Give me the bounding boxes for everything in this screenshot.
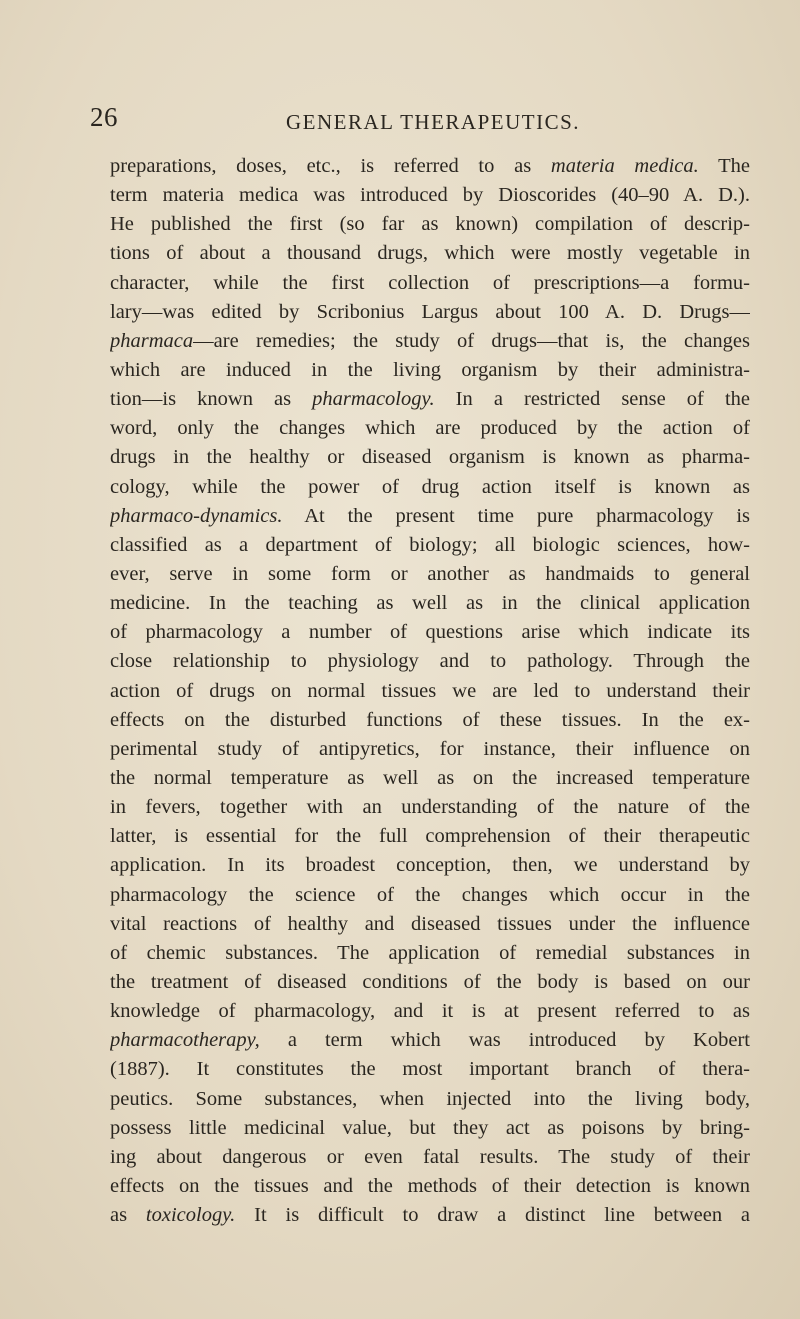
text-segment: classified as a department of biology; all biologic sciences, how- — [110, 533, 750, 556]
text-segment: tions of about a thousand drugs, which were mostly vegetable in — [110, 242, 750, 265]
text-line — [110, 1055, 750, 1084]
text-segment: (1887). It constitutes the most important branch of thera- — [110, 1058, 750, 1081]
text-line — [110, 764, 750, 793]
text-segment: character, while the first collection of prescriptions—a formu- — [110, 271, 750, 294]
text-line — [110, 181, 750, 210]
text-line — [110, 531, 750, 560]
text-line — [110, 239, 750, 268]
text-segment: in fevers, together with an understanding of the nature of the — [110, 796, 750, 819]
text-segment: ever, serve in some form or another as handmaids to general — [110, 562, 750, 585]
italic-term: materia medica. — [550, 155, 699, 177]
text-line — [110, 414, 750, 443]
text-segment: action of drugs on normal tissues we are led to understand their — [110, 679, 750, 702]
text-line — [110, 793, 750, 822]
text-line — [110, 589, 750, 618]
text-line — [110, 881, 750, 910]
text-segment: drugs in the healthy or diseased organism is known as pharma- — [110, 446, 750, 469]
text-segment: At the present time pure pharmacology is — [282, 504, 750, 527]
text-segment: It is difficult to draw a distinct line between a — [235, 1204, 750, 1227]
text-line — [110, 473, 750, 502]
text-segment: application. In its broadest conception, then, we understand by — [110, 854, 750, 877]
text-line — [110, 269, 750, 298]
italic-term: pharmacotherapy, — [110, 1029, 260, 1052]
italic-term: pharmaca — [110, 329, 194, 352]
text-line — [110, 1114, 750, 1143]
text-line — [110, 560, 750, 589]
italic-term: toxicology. — [145, 1204, 236, 1227]
text-line — [110, 910, 750, 939]
text-segment: word, only the changes which are produced by the action of — [110, 417, 750, 440]
text-segment: of pharmacology a number of questions arise which indicate its — [110, 621, 750, 644]
text-line — [110, 443, 750, 472]
text-segment: ing about dangerous or even fatal results. The study of their — [110, 1145, 750, 1168]
italic-term: pharmaco-dynamics. — [110, 504, 283, 527]
text-segment: In a restricted sense of the — [434, 388, 750, 411]
text-segment: which are induced in the living organism by their administra- — [110, 358, 750, 381]
text-segment: preparations, doses, etc., is referred to as — [110, 155, 551, 177]
italic-term: pharmacology. — [312, 388, 435, 411]
text-segment: vital reactions of healthy and diseased tissues under the influence — [110, 912, 750, 935]
text-line — [110, 502, 750, 531]
text-line — [110, 735, 750, 764]
text-segment: effects on the tissues and the methods of their detection is known — [110, 1174, 750, 1197]
running-head: GENERAL THERAPEUTICS. — [286, 110, 580, 134]
text-segment: latter, is essential for the full comprehension of their therapeutic — [110, 825, 750, 848]
text-segment: cology, while the power of drug action itself is known as — [110, 475, 750, 498]
text-segment: knowledge of pharmacology, and it is at present referred to as — [110, 1000, 750, 1023]
text-segment: The — [698, 155, 750, 177]
body-text — [110, 152, 750, 1230]
text-line — [110, 647, 750, 676]
text-line — [110, 677, 750, 706]
text-line — [110, 939, 750, 968]
text-segment: perimental study of antipyretics, for instance, their influence on — [110, 737, 750, 760]
text-line — [110, 385, 750, 414]
text-segment: peutics. Some substances, when injected into the living body, — [110, 1087, 750, 1110]
text-segment: close relationship to physiology and to pathology. Through the — [110, 650, 750, 673]
text-line — [110, 356, 750, 385]
text-segment: a term which was introduced by Kobert — [259, 1029, 750, 1052]
text-line — [110, 822, 750, 851]
text-line — [110, 152, 750, 181]
text-segment: He published the first (so far as known) compilation of descrip- — [110, 213, 750, 236]
text-segment: as — [110, 1204, 146, 1227]
text-segment: the treatment of diseased conditions of the body is based on our — [110, 970, 750, 993]
text-line — [110, 618, 750, 647]
text-line — [110, 1201, 750, 1230]
text-line — [110, 1143, 750, 1172]
text-line — [110, 997, 750, 1026]
text-line — [110, 327, 750, 356]
text-segment: pharmacology the science of the changes which occur in the — [110, 883, 750, 906]
text-segment: effects on the disturbed functions of these tissues. In the ex- — [110, 708, 750, 731]
text-line — [110, 706, 750, 735]
text-line — [110, 851, 750, 880]
text-line — [110, 968, 750, 997]
text-segment: medicine. In the teaching as well as in the clinical application — [110, 592, 750, 615]
text-segment: term materia medica was introduced by Dioscorides (40–90 A. D.). — [110, 184, 750, 207]
text-segment: —are remedies; the study of drugs—that is, the changes — [193, 329, 750, 352]
text-segment: possess little medicinal value, but they act as poisons by bring- — [110, 1116, 750, 1139]
text-line — [110, 298, 750, 327]
page-number: 26 — [90, 102, 118, 132]
text-segment: of chemic substances. The application of remedial substances in — [110, 941, 750, 964]
text-segment: the normal temperature as well as on the increased temperature — [110, 766, 750, 789]
text-line — [110, 210, 750, 239]
text-segment: lary—was edited by Scribonius Largus about 100 A. D. Drugs— — [110, 300, 750, 323]
text-line — [110, 1085, 750, 1114]
text-line — [110, 1172, 750, 1201]
text-segment: tion—is known as — [110, 388, 313, 411]
text-line — [110, 1026, 750, 1055]
